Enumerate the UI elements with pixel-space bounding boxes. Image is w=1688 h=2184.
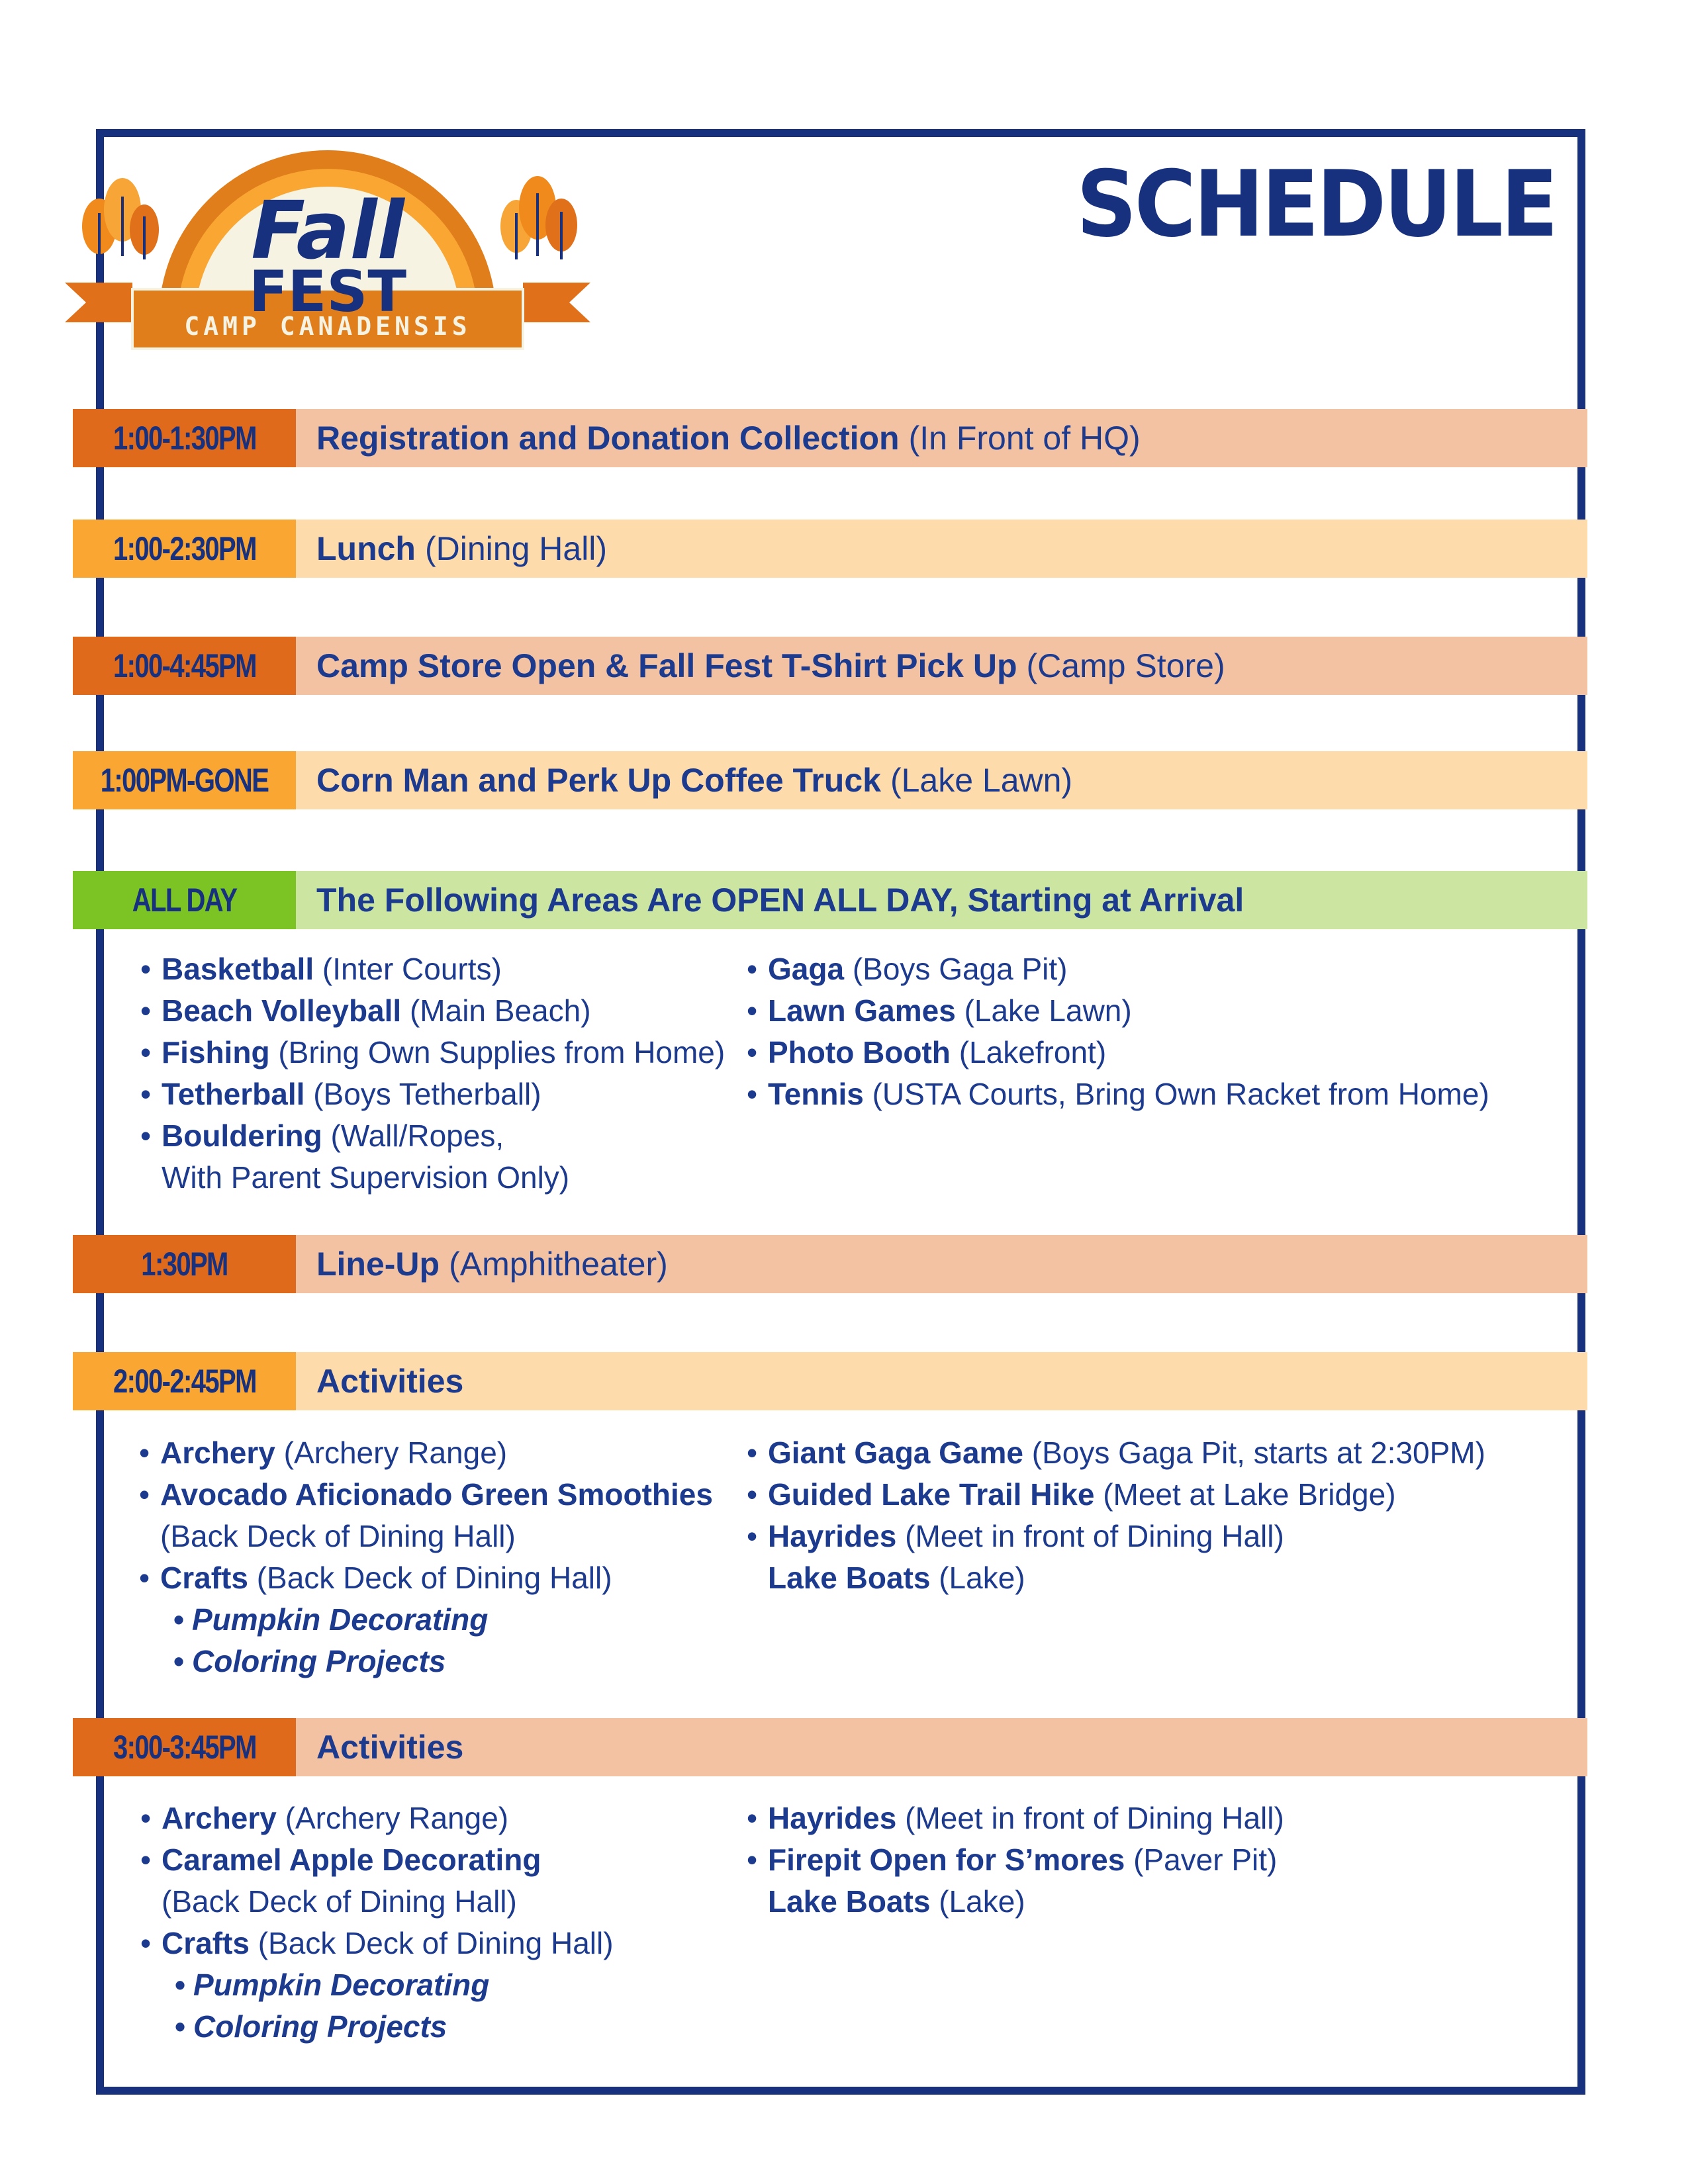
list-item: • Tennis (USTA Courts, Bring Own Racket from Home) bbox=[747, 1077, 1489, 1111]
list-item: • Crafts (Back Deck of Dining Hall) bbox=[140, 1926, 614, 1960]
allday-list-left bbox=[140, 948, 725, 1199]
list-item: • Beach Volleyball (Main Beach) bbox=[140, 993, 591, 1028]
ribbon-tail-left bbox=[65, 283, 132, 322]
section-title: Line-Up (Amphitheater) bbox=[316, 1246, 668, 1283]
section-title: Activities bbox=[316, 1363, 464, 1400]
list-item-continued: (Back Deck of Dining Hall) bbox=[162, 1884, 517, 1919]
section-activities-1 bbox=[73, 1352, 1587, 1410]
list-item: • Guided Lake Trail Hike (Meet at Lake Bridge) bbox=[747, 1477, 1396, 1512]
section-line-up bbox=[73, 1235, 1587, 1293]
list-item: • Gaga (Boys Gaga Pit) bbox=[747, 952, 1068, 986]
time-tag: 1:00-4:45PM bbox=[73, 637, 296, 695]
list-item: • Basketball (Inter Courts) bbox=[140, 952, 502, 986]
time-tag: 1:00-2:30PM bbox=[73, 520, 296, 578]
time-tag: 1:00-1:30PM bbox=[73, 409, 296, 467]
sub-list-item: • Pumpkin Decorating bbox=[173, 1602, 489, 1637]
list-item: • Fishing (Bring Own Supplies from Home) bbox=[140, 1035, 726, 1069]
time-tag: ALL DAY bbox=[73, 871, 296, 929]
allday-list-right bbox=[747, 948, 1489, 1115]
section-title: Activities bbox=[316, 1729, 464, 1766]
time-tag: 2:00-2:45PM bbox=[73, 1352, 296, 1410]
section-title: Registration and Donation Collection (In Front of HQ) bbox=[316, 420, 1141, 457]
list-item: • Firepit Open for S’mores (Paver Pit) bbox=[747, 1843, 1278, 1877]
list-item: • Hayrides (Meet in front of Dining Hall) bbox=[747, 1801, 1284, 1835]
list-item: • Bouldering (Wall/Ropes, bbox=[140, 1118, 504, 1153]
list-item: • Hayrides (Meet in front of Dining Hall) bbox=[747, 1519, 1284, 1553]
logo-banner-text: CAMP CANADENSIS bbox=[184, 312, 471, 341]
list-item-continued: With Parent Supervision Only) bbox=[162, 1160, 570, 1195]
list-item: • Photo Booth (Lakefront) bbox=[747, 1035, 1107, 1069]
section-lunch bbox=[73, 520, 1587, 578]
list-item: • Archery (Archery Range) bbox=[139, 1435, 508, 1470]
trees-right-icon bbox=[500, 176, 577, 259]
activities-1-list-left bbox=[139, 1432, 713, 1682]
list-item-continued: (Back Deck of Dining Hall) bbox=[160, 1519, 516, 1553]
list-item: • Caramel Apple Decorating bbox=[140, 1843, 541, 1877]
list-item: Lake Boats (Lake) bbox=[768, 1884, 1025, 1919]
section-title: Corn Man and Perk Up Coffee Truck (Lake Lawn) bbox=[316, 762, 1073, 799]
section-camp-store bbox=[73, 637, 1587, 695]
time-tag: 3:00-3:45PM bbox=[73, 1718, 296, 1776]
list-item: • Avocado Aficionado Green Smoothies bbox=[139, 1477, 713, 1512]
section-title: The Following Areas Are OPEN ALL DAY, Starting at Arrival bbox=[316, 882, 1244, 919]
time-tag: 1:00PM-GONE bbox=[73, 751, 296, 809]
sub-list-item: • Coloring Projects bbox=[175, 2009, 447, 2044]
section-title: Camp Store Open & Fall Fest T-Shirt Pick Up (Camp Store) bbox=[316, 647, 1225, 684]
section-all-day bbox=[73, 871, 1587, 929]
sub-list-item: • Pumpkin Decorating bbox=[175, 1968, 490, 2002]
list-item: • Giant Gaga Game (Boys Gaga Pit, starts at 2:30PM) bbox=[747, 1435, 1485, 1470]
page-title: SCHEDULE bbox=[1076, 151, 1556, 257]
trees-left-icon bbox=[82, 178, 159, 259]
activities-2-list-left bbox=[140, 1797, 614, 2048]
list-item: • Crafts (Back Deck of Dining Hall) bbox=[139, 1561, 612, 1595]
section-coffee-truck bbox=[73, 751, 1587, 809]
activities-1-list-right bbox=[747, 1432, 1485, 1599]
list-item: • Lawn Games (Lake Lawn) bbox=[747, 993, 1132, 1028]
section-activities-2 bbox=[73, 1718, 1587, 1776]
logo-fall-text: Fall bbox=[251, 185, 404, 277]
section-title: Lunch (Dining Hall) bbox=[316, 530, 608, 567]
fall-fest-logo bbox=[60, 61, 596, 365]
ribbon-tail-right bbox=[523, 283, 590, 322]
sub-list-item: • Coloring Projects bbox=[173, 1644, 446, 1678]
logo-fest-text: FEST bbox=[248, 259, 407, 325]
list-item: Lake Boats (Lake) bbox=[768, 1561, 1025, 1595]
activities-2-list-right bbox=[747, 1797, 1284, 1923]
list-item: • Tetherball (Boys Tetherball) bbox=[140, 1077, 541, 1111]
time-tag: 1:30PM bbox=[73, 1235, 296, 1293]
list-item: • Archery (Archery Range) bbox=[140, 1801, 509, 1835]
section-registration bbox=[73, 409, 1587, 467]
